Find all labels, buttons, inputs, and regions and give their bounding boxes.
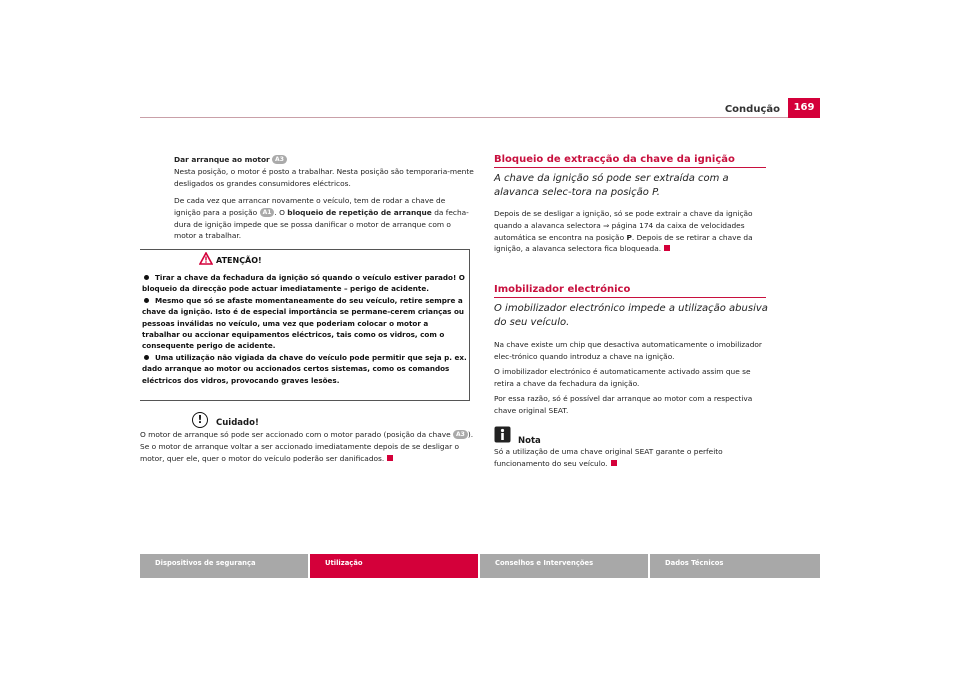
section-divider <box>494 297 766 298</box>
bullet-icon <box>144 275 149 280</box>
bullet-icon <box>144 298 149 303</box>
warning-list <box>142 272 468 386</box>
restart-lock-term: bloqueio de repetição de arranque <box>287 207 432 217</box>
figure-ref-badge: A3 <box>453 430 468 439</box>
warning-item: Tirar a chave da fechadura da ignição só quando o veículo estiver parado! O bloqueio da direcção pode actuar imediatamente – perigo de acidente. <box>142 273 465 294</box>
end-of-section-icon <box>611 460 617 466</box>
warning-triangle-icon <box>199 252 213 265</box>
caution-title: Cuidado! <box>216 418 259 428</box>
section-key-lock-text: Depois de se desligar a ignição, só se pode extrair a chave da ignição quando a alavanca selectora ⇒ página 174 da caixa de velocidades automática se encontra na posição P. Depois de se retirar a chave da ignição, a alavanca selectora fica bloqueada. <box>494 209 753 254</box>
section-immobilizer-title: Imobilizador electrónico <box>494 284 631 295</box>
immobilizer-para-2: O imobilizador electrónico é automaticamente activado assim que se retira a chave da fechadura da ignição. <box>494 367 751 388</box>
footer-tab-technical-data[interactable]: Dados Técnicos <box>650 554 820 578</box>
figure-ref-badge: A3 <box>272 155 287 164</box>
section-divider <box>494 167 766 168</box>
heading-start-engine: Dar arranque ao motor <box>174 155 270 164</box>
warning-title: ATENÇÃO! <box>216 256 262 265</box>
note-text: Só a utilização de uma chave original SEAT garante o perfeito funcionamento do seu veículo. <box>494 447 723 468</box>
section-key-lock-title: Bloqueio de extracção da chave da ignição <box>494 154 735 165</box>
figure-ref-badge: A1 <box>260 208 275 217</box>
page-number: 169 <box>788 98 820 118</box>
caution-text: O motor de arranque só pode ser accionado com o motor parado (posição da chave A3 ). Se o motor de arranque voltar a ser accionado imediatamente depois de se desligar o motor, quer ele, quer o motor do veículo poderão ser danificados. <box>140 430 474 463</box>
section-key-lock-lead: A chave da ignição só pode ser extraída com a alavanca selec-tora na posição P. <box>494 173 729 198</box>
immobilizer-para-1: Na chave existe um chip que desactiva automaticamente o imobilizador elec-trónico quando introduz a chave na ignição. <box>494 340 762 361</box>
paragraph-restart-lock: De cada vez que arrancar novamente o veículo, tem de rodar a chave de ignição para a posição A1 . O bloqueio de repetição de arranque da fecha-dura de ignição impede que se possa danificar o motor de arranque com o motor a trabalhar. <box>174 196 469 241</box>
bullet-icon <box>144 355 149 360</box>
footer-tab-operation[interactable]: Utilização <box>310 554 478 578</box>
warning-item: Uma utilização não vigiada da chave do veículo pode permitir que seja p. ex. dado arranque ao motor ou accionados certos sistemas, como os comandos eléctricos dos vidros, provocando graves lesões. <box>142 352 467 385</box>
section-title: Condução <box>724 104 780 115</box>
warning-item: Mesmo que só se afaste momentaneamente do seu veículo, retire sempre a chave da ignição. Isto é de especial importância se permane-cerem crianças ou pessoas inválidas no veículo, uma vez que poderiam colocar o motor a trabalhar ou accionar equipamentos eléctricos, tais como os vidros, com o consequente perigo de acidente. <box>142 295 465 351</box>
section-immobilizer-lead: O imobilizador electrónico impede a utilização abusiva do seu veículo. <box>494 303 768 328</box>
note-title: Nota <box>518 436 541 446</box>
caution-exclamation-icon: ! <box>192 412 208 428</box>
header-divider <box>140 117 820 118</box>
immobilizer-para-3: Por essa razão, só é possível dar arranque ao motor com a respectiva chave original SEAT. <box>494 394 753 415</box>
end-of-section-icon <box>387 455 393 461</box>
note-info-icon <box>494 426 511 443</box>
paragraph-start-position: Nesta posição, o motor é posto a trabalhar. Nesta posição são temporaria-mente desligados os grandes consumidores eléctricos. <box>174 167 474 188</box>
footer-tab-safety[interactable]: Dispositivos de segurança <box>140 554 308 578</box>
left-heading-block <box>174 154 474 166</box>
footer-tab-advice[interactable]: Conselhos e Intervenções <box>480 554 648 578</box>
end-of-section-icon <box>664 245 670 251</box>
